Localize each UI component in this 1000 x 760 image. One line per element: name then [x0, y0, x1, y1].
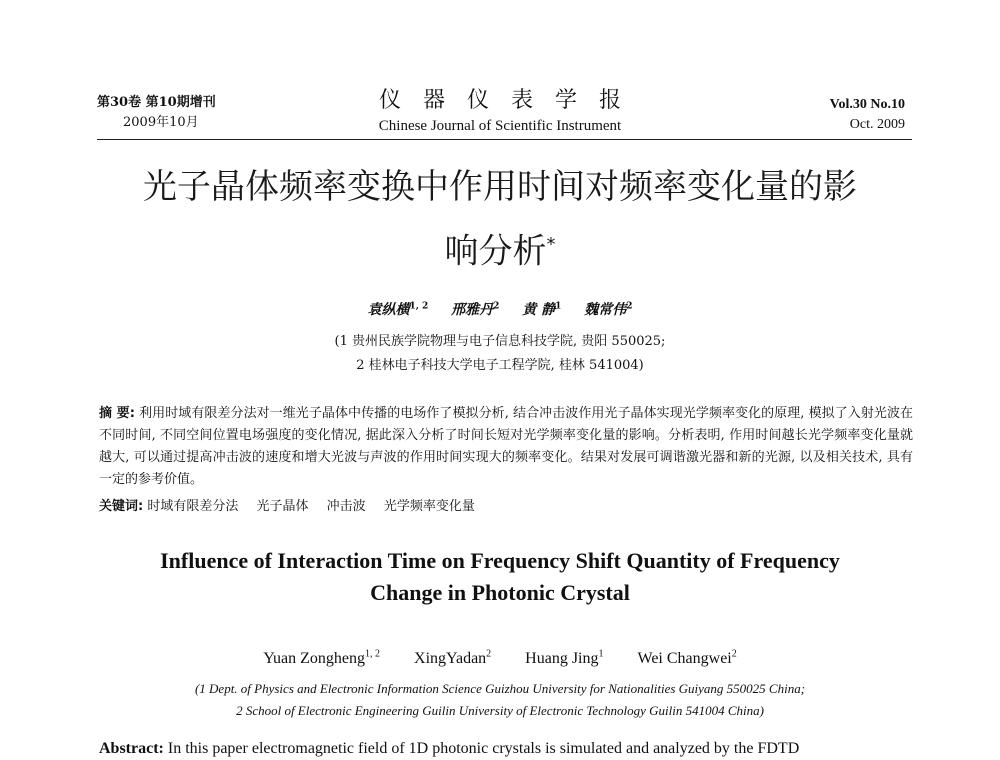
volume-en: Vol.30 No.10: [829, 97, 905, 112]
abstract-cn-label: 摘 要:: [99, 406, 135, 421]
author-cn: 魏常伟$^2$: [584, 301, 633, 318]
title-cn: [100, 158, 900, 280]
keyword: 光子晶体: [256, 499, 309, 514]
authors-cn: [0, 299, 1000, 319]
abstract-cn: [99, 403, 913, 491]
header-rule: [97, 139, 912, 140]
affiliations-cn: [0, 330, 1000, 378]
keyword: 光学频率变化量: [383, 499, 475, 514]
abstract-en-label: Abstract:: [99, 740, 164, 757]
journal-name-cn: 仪器仪表学报: [378, 88, 643, 113]
journal-masthead: [330, 87, 670, 135]
author-cn: 邢雅丹$^2$: [451, 301, 500, 318]
affiliation-en: 2 School of Electronic Engineering Guilin University of Electronic Technology Guilin 541004 China): [236, 703, 764, 718]
volume-issue-cn: 第30卷 第10期增刊: [97, 95, 216, 110]
date-en: Oct. 2009: [849, 117, 905, 132]
author-cn: 袁纵横$^{1, 2}$: [367, 301, 429, 318]
author-en: XingYadan$^2$: [414, 649, 492, 668]
title-cn-line2: 响分析*: [444, 231, 556, 272]
title-footnote-mark: *: [546, 234, 556, 255]
affiliation-en: (1 Dept. of Physics and Electronic Information Science Guizhou University for Nationalities Guiyang 550025 China;: [194, 681, 806, 696]
affiliations-en: [0, 678, 1000, 722]
title-en: [100, 545, 900, 609]
abstract-en: [99, 738, 913, 760]
affiliation-cn: (1 贵州民族学院物理与电子信息科技学院, 贵阳 550025;: [334, 334, 666, 349]
title-en-line1: Influence of Interaction Time on Frequency Shift Quantity of Frequency: [160, 548, 840, 573]
abstract-cn-text: 利用时域有限差分法对一维光子晶体中传播的电场作了模拟分析, 结合冲击波作用光子晶体实现光学频率变化的原理, 模拟了入射光波在不同时间, 不同空间位置电场强度的变化情况, 据此深入分析了时间长短对光学频率变化量的影响。分析表明, 作用时间越长光学频率变化量就越大, 可以通过提高冲击波的速度和增大光波与声波的作用时间实现大的频率变化。结果对发展可调谐激光器和新的光源, 以及相关技术, 具有一定的参考价值。: [99, 406, 914, 487]
author-en: Yuan Zongheng$^{1, 2}$: [263, 649, 381, 668]
authors-en: [0, 649, 1000, 668]
keywords-cn-label: 关键词:: [99, 499, 144, 514]
abstract-en-text: In this paper electromagnetic field of 1D photonic crystals is simulated and analyzed by the FDTD: [167, 740, 800, 757]
keyword: 冲击波: [326, 499, 366, 514]
header-left: [97, 93, 216, 133]
journal-name-en: Chinese Journal of Scientific Instrument: [378, 118, 622, 134]
header-right: [830, 95, 905, 135]
author-en: Wei Changwei$^2$: [637, 649, 737, 668]
date-cn: 2009年10月: [123, 115, 199, 130]
author-cn: 黄 静$^1$: [522, 301, 562, 318]
author-en: Huang Jing$^1$: [525, 649, 604, 668]
title-en-line2: Change in Photonic Crystal: [370, 580, 630, 605]
keyword: 时域有限差分法: [147, 499, 239, 514]
keywords-cn: [99, 496, 913, 518]
affiliation-cn: 2 桂林电子科技大学电子工程学院, 桂林 541004): [356, 358, 644, 373]
title-cn-line1: 光子晶体频率变换中作用时间对频率变化量的影: [143, 167, 857, 207]
